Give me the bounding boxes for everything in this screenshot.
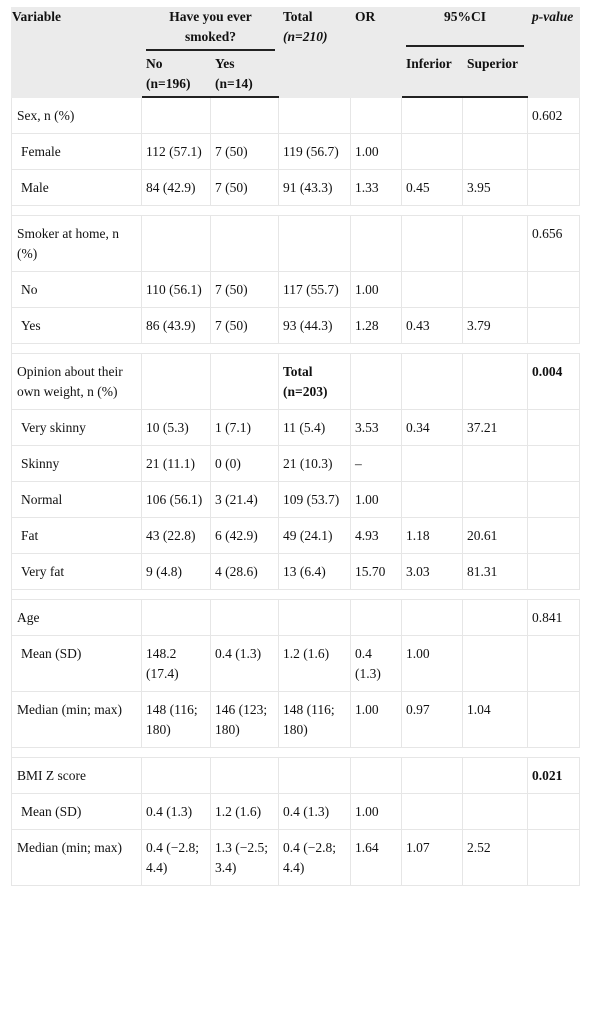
section-row bbox=[11, 354, 580, 410]
cell-sup: 2.52 bbox=[463, 830, 528, 886]
cell-sup bbox=[463, 482, 528, 518]
cell-or bbox=[351, 600, 402, 636]
cell-yes: 4 (28.6) bbox=[211, 554, 279, 590]
header-have-smoked-label: Have you ever smoked? bbox=[146, 7, 275, 51]
cell-total bbox=[279, 216, 351, 272]
cell-var: Very skinny bbox=[11, 410, 142, 446]
cell-no: 21 (11.1) bbox=[142, 446, 211, 482]
cell-var: Opinion about their own weight, n (%) bbox=[11, 354, 142, 410]
cell-p bbox=[528, 272, 580, 308]
table-row bbox=[11, 518, 580, 554]
cell-p: 0.021 bbox=[528, 758, 580, 794]
cell-yes: 6 (42.9) bbox=[211, 518, 279, 554]
cell-inf: 0.97 bbox=[402, 692, 463, 748]
cell-total bbox=[279, 758, 351, 794]
cell-or: 15.70 bbox=[351, 554, 402, 590]
cell-or bbox=[351, 216, 402, 272]
cell-var: Yes bbox=[11, 308, 142, 344]
cell-total: 0.4 (1.3) bbox=[279, 794, 351, 830]
header-total-label: Total bbox=[283, 9, 313, 24]
cell-var: Male bbox=[11, 170, 142, 206]
spacer-cell bbox=[11, 748, 580, 758]
cell-inf bbox=[402, 482, 463, 518]
cell-inf bbox=[402, 98, 463, 134]
cell-sup bbox=[463, 134, 528, 170]
cell-no bbox=[142, 600, 211, 636]
header-pvalue: p-value bbox=[528, 7, 580, 98]
cell-yes: 146 (123; 180) bbox=[211, 692, 279, 748]
cell-sup bbox=[463, 446, 528, 482]
cell-no: 84 (42.9) bbox=[142, 170, 211, 206]
cell-no: 106 (56.1) bbox=[142, 482, 211, 518]
cell-no: 0.4 (1.3) bbox=[142, 794, 211, 830]
cell-yes: 0 (0) bbox=[211, 446, 279, 482]
header-have-smoked bbox=[142, 7, 279, 51]
cell-yes: 1.3 (−2.5; 3.4) bbox=[211, 830, 279, 886]
table-row bbox=[11, 134, 580, 170]
cell-p bbox=[528, 636, 580, 692]
table-body bbox=[11, 98, 580, 886]
table-row bbox=[11, 794, 580, 830]
spacer-cell bbox=[11, 206, 580, 216]
header-total bbox=[279, 7, 351, 98]
cell-yes bbox=[211, 354, 279, 410]
header-ci-label: 95%CI bbox=[406, 7, 524, 47]
section-row bbox=[11, 600, 580, 636]
cell-or: 4.93 bbox=[351, 518, 402, 554]
cell-p: 0.841 bbox=[528, 600, 580, 636]
cell-p bbox=[528, 554, 580, 590]
cell-total: 117 (55.7) bbox=[279, 272, 351, 308]
cell-total: 49 (24.1) bbox=[279, 518, 351, 554]
cell-or: 1.00 bbox=[351, 134, 402, 170]
cell-or bbox=[351, 758, 402, 794]
cell-or: 1.28 bbox=[351, 308, 402, 344]
table-row bbox=[11, 410, 580, 446]
cell-inf bbox=[402, 134, 463, 170]
header-no-label: No bbox=[146, 56, 163, 71]
cell-inf bbox=[402, 272, 463, 308]
cell-p bbox=[528, 308, 580, 344]
cell-yes: 3 (21.4) bbox=[211, 482, 279, 518]
section-row bbox=[11, 216, 580, 272]
cell-inf bbox=[402, 794, 463, 830]
cell-p bbox=[528, 482, 580, 518]
cell-inf: 3.03 bbox=[402, 554, 463, 590]
cell-total: 21 (10.3) bbox=[279, 446, 351, 482]
cell-total: 11 (5.4) bbox=[279, 410, 351, 446]
table-row bbox=[11, 446, 580, 482]
cell-or: 3.53 bbox=[351, 410, 402, 446]
header-yes-label: Yes bbox=[215, 56, 235, 71]
cell-yes bbox=[211, 758, 279, 794]
cell-p: 0.656 bbox=[528, 216, 580, 272]
cell-inf: 0.43 bbox=[402, 308, 463, 344]
spacer-row bbox=[11, 206, 580, 216]
cell-sup bbox=[463, 636, 528, 692]
cell-var: Median (min; max) bbox=[11, 830, 142, 886]
table-container bbox=[11, 7, 580, 886]
cell-or: 1.00 bbox=[351, 794, 402, 830]
table-row bbox=[11, 272, 580, 308]
cell-or: 1.33 bbox=[351, 170, 402, 206]
cell-no: 9 (4.8) bbox=[142, 554, 211, 590]
table-row bbox=[11, 636, 580, 692]
cell-sup bbox=[463, 794, 528, 830]
cell-p bbox=[528, 692, 580, 748]
cell-inf: 0.45 bbox=[402, 170, 463, 206]
cell-var: Female bbox=[11, 134, 142, 170]
cell-sup: 1.04 bbox=[463, 692, 528, 748]
cell-no bbox=[142, 758, 211, 794]
cell-inf: 1.00 bbox=[402, 636, 463, 692]
results-table bbox=[11, 7, 580, 886]
cell-or bbox=[351, 98, 402, 134]
cell-total: 148 (116; 180) bbox=[279, 692, 351, 748]
cell-yes: 7 (50) bbox=[211, 272, 279, 308]
cell-sup: 37.21 bbox=[463, 410, 528, 446]
cell-no bbox=[142, 216, 211, 272]
cell-total: 93 (44.3) bbox=[279, 308, 351, 344]
cell-inf bbox=[402, 216, 463, 272]
table-row bbox=[11, 830, 580, 886]
cell-no: 110 (56.1) bbox=[142, 272, 211, 308]
cell-p: 0.602 bbox=[528, 98, 580, 134]
cell-yes: 1.2 (1.6) bbox=[211, 794, 279, 830]
cell-total bbox=[279, 98, 351, 134]
cell-or: 1.00 bbox=[351, 272, 402, 308]
cell-var: Mean (SD) bbox=[11, 636, 142, 692]
cell-total: 91 (43.3) bbox=[279, 170, 351, 206]
cell-yes: 7 (50) bbox=[211, 308, 279, 344]
cell-inf bbox=[402, 758, 463, 794]
cell-or: 1.64 bbox=[351, 830, 402, 886]
cell-p bbox=[528, 518, 580, 554]
cell-no: 112 (57.1) bbox=[142, 134, 211, 170]
cell-p: 0.004 bbox=[528, 354, 580, 410]
cell-sup: 3.95 bbox=[463, 170, 528, 206]
header-ci bbox=[402, 7, 528, 51]
cell-total: 1.2 (1.6) bbox=[279, 636, 351, 692]
cell-var: Age bbox=[11, 600, 142, 636]
header-no-n: (n=196) bbox=[146, 76, 191, 91]
cell-var: Skinny bbox=[11, 446, 142, 482]
header-yes-n: (n=14) bbox=[215, 76, 253, 91]
cell-var: Median (min; max) bbox=[11, 692, 142, 748]
cell-inf bbox=[402, 600, 463, 636]
section-row bbox=[11, 98, 580, 134]
cell-inf: 0.34 bbox=[402, 410, 463, 446]
cell-inf: 1.07 bbox=[402, 830, 463, 886]
cell-sup: 3.79 bbox=[463, 308, 528, 344]
cell-total: Total (n=203) bbox=[279, 354, 351, 410]
cell-inf bbox=[402, 354, 463, 410]
table-row bbox=[11, 170, 580, 206]
spacer-cell bbox=[11, 590, 580, 600]
header-or: OR bbox=[351, 7, 402, 98]
cell-inf: 1.18 bbox=[402, 518, 463, 554]
cell-sup bbox=[463, 272, 528, 308]
cell-no: 43 (22.8) bbox=[142, 518, 211, 554]
cell-p bbox=[528, 410, 580, 446]
cell-or: 0.4 (1.3) bbox=[351, 636, 402, 692]
table-row bbox=[11, 554, 580, 590]
cell-or: 1.00 bbox=[351, 482, 402, 518]
section-row bbox=[11, 758, 580, 794]
cell-yes: 0.4 (1.3) bbox=[211, 636, 279, 692]
cell-no: 148.2 (17.4) bbox=[142, 636, 211, 692]
cell-total: 119 (56.7) bbox=[279, 134, 351, 170]
cell-no: 86 (43.9) bbox=[142, 308, 211, 344]
cell-var: Smoker at home, n (%) bbox=[11, 216, 142, 272]
header-inferior: Inferior bbox=[402, 51, 463, 98]
cell-inf bbox=[402, 446, 463, 482]
cell-sup: 20.61 bbox=[463, 518, 528, 554]
cell-p bbox=[528, 830, 580, 886]
cell-p bbox=[528, 794, 580, 830]
cell-p bbox=[528, 446, 580, 482]
cell-yes: 7 (50) bbox=[211, 170, 279, 206]
cell-sup bbox=[463, 354, 528, 410]
cell-total bbox=[279, 600, 351, 636]
cell-total: 0.4 (−2.8; 4.4) bbox=[279, 830, 351, 886]
header-yes bbox=[211, 51, 279, 98]
cell-var: BMI Z score bbox=[11, 758, 142, 794]
cell-p bbox=[528, 134, 580, 170]
spacer-row bbox=[11, 748, 580, 758]
spacer-row bbox=[11, 344, 580, 354]
spacer-row bbox=[11, 590, 580, 600]
cell-no bbox=[142, 98, 211, 134]
cell-var: Sex, n (%) bbox=[11, 98, 142, 134]
cell-or: 1.00 bbox=[351, 692, 402, 748]
cell-var: Mean (SD) bbox=[11, 794, 142, 830]
cell-sup bbox=[463, 216, 528, 272]
cell-total: 109 (53.7) bbox=[279, 482, 351, 518]
cell-sup bbox=[463, 758, 528, 794]
cell-no: 148 (116; 180) bbox=[142, 692, 211, 748]
cell-p bbox=[528, 170, 580, 206]
cell-yes: 1 (7.1) bbox=[211, 410, 279, 446]
cell-no bbox=[142, 354, 211, 410]
cell-var: Fat bbox=[11, 518, 142, 554]
header-no bbox=[142, 51, 211, 98]
spacer-cell bbox=[11, 344, 580, 354]
header-variable: Variable bbox=[11, 7, 142, 98]
cell-total: 13 (6.4) bbox=[279, 554, 351, 590]
cell-or: – bbox=[351, 446, 402, 482]
cell-yes bbox=[211, 600, 279, 636]
cell-no: 10 (5.3) bbox=[142, 410, 211, 446]
cell-no: 0.4 (−2.8; 4.4) bbox=[142, 830, 211, 886]
cell-sup bbox=[463, 98, 528, 134]
cell-or bbox=[351, 354, 402, 410]
cell-yes bbox=[211, 98, 279, 134]
cell-yes bbox=[211, 216, 279, 272]
cell-yes: 7 (50) bbox=[211, 134, 279, 170]
table-row bbox=[11, 482, 580, 518]
cell-var: No bbox=[11, 272, 142, 308]
cell-var: Very fat bbox=[11, 554, 142, 590]
header-superior: Superior bbox=[463, 51, 528, 98]
header-total-n: (n=210) bbox=[283, 29, 328, 44]
cell-sup bbox=[463, 600, 528, 636]
table-row bbox=[11, 692, 580, 748]
cell-var: Normal bbox=[11, 482, 142, 518]
table-row bbox=[11, 308, 580, 344]
cell-sup: 81.31 bbox=[463, 554, 528, 590]
